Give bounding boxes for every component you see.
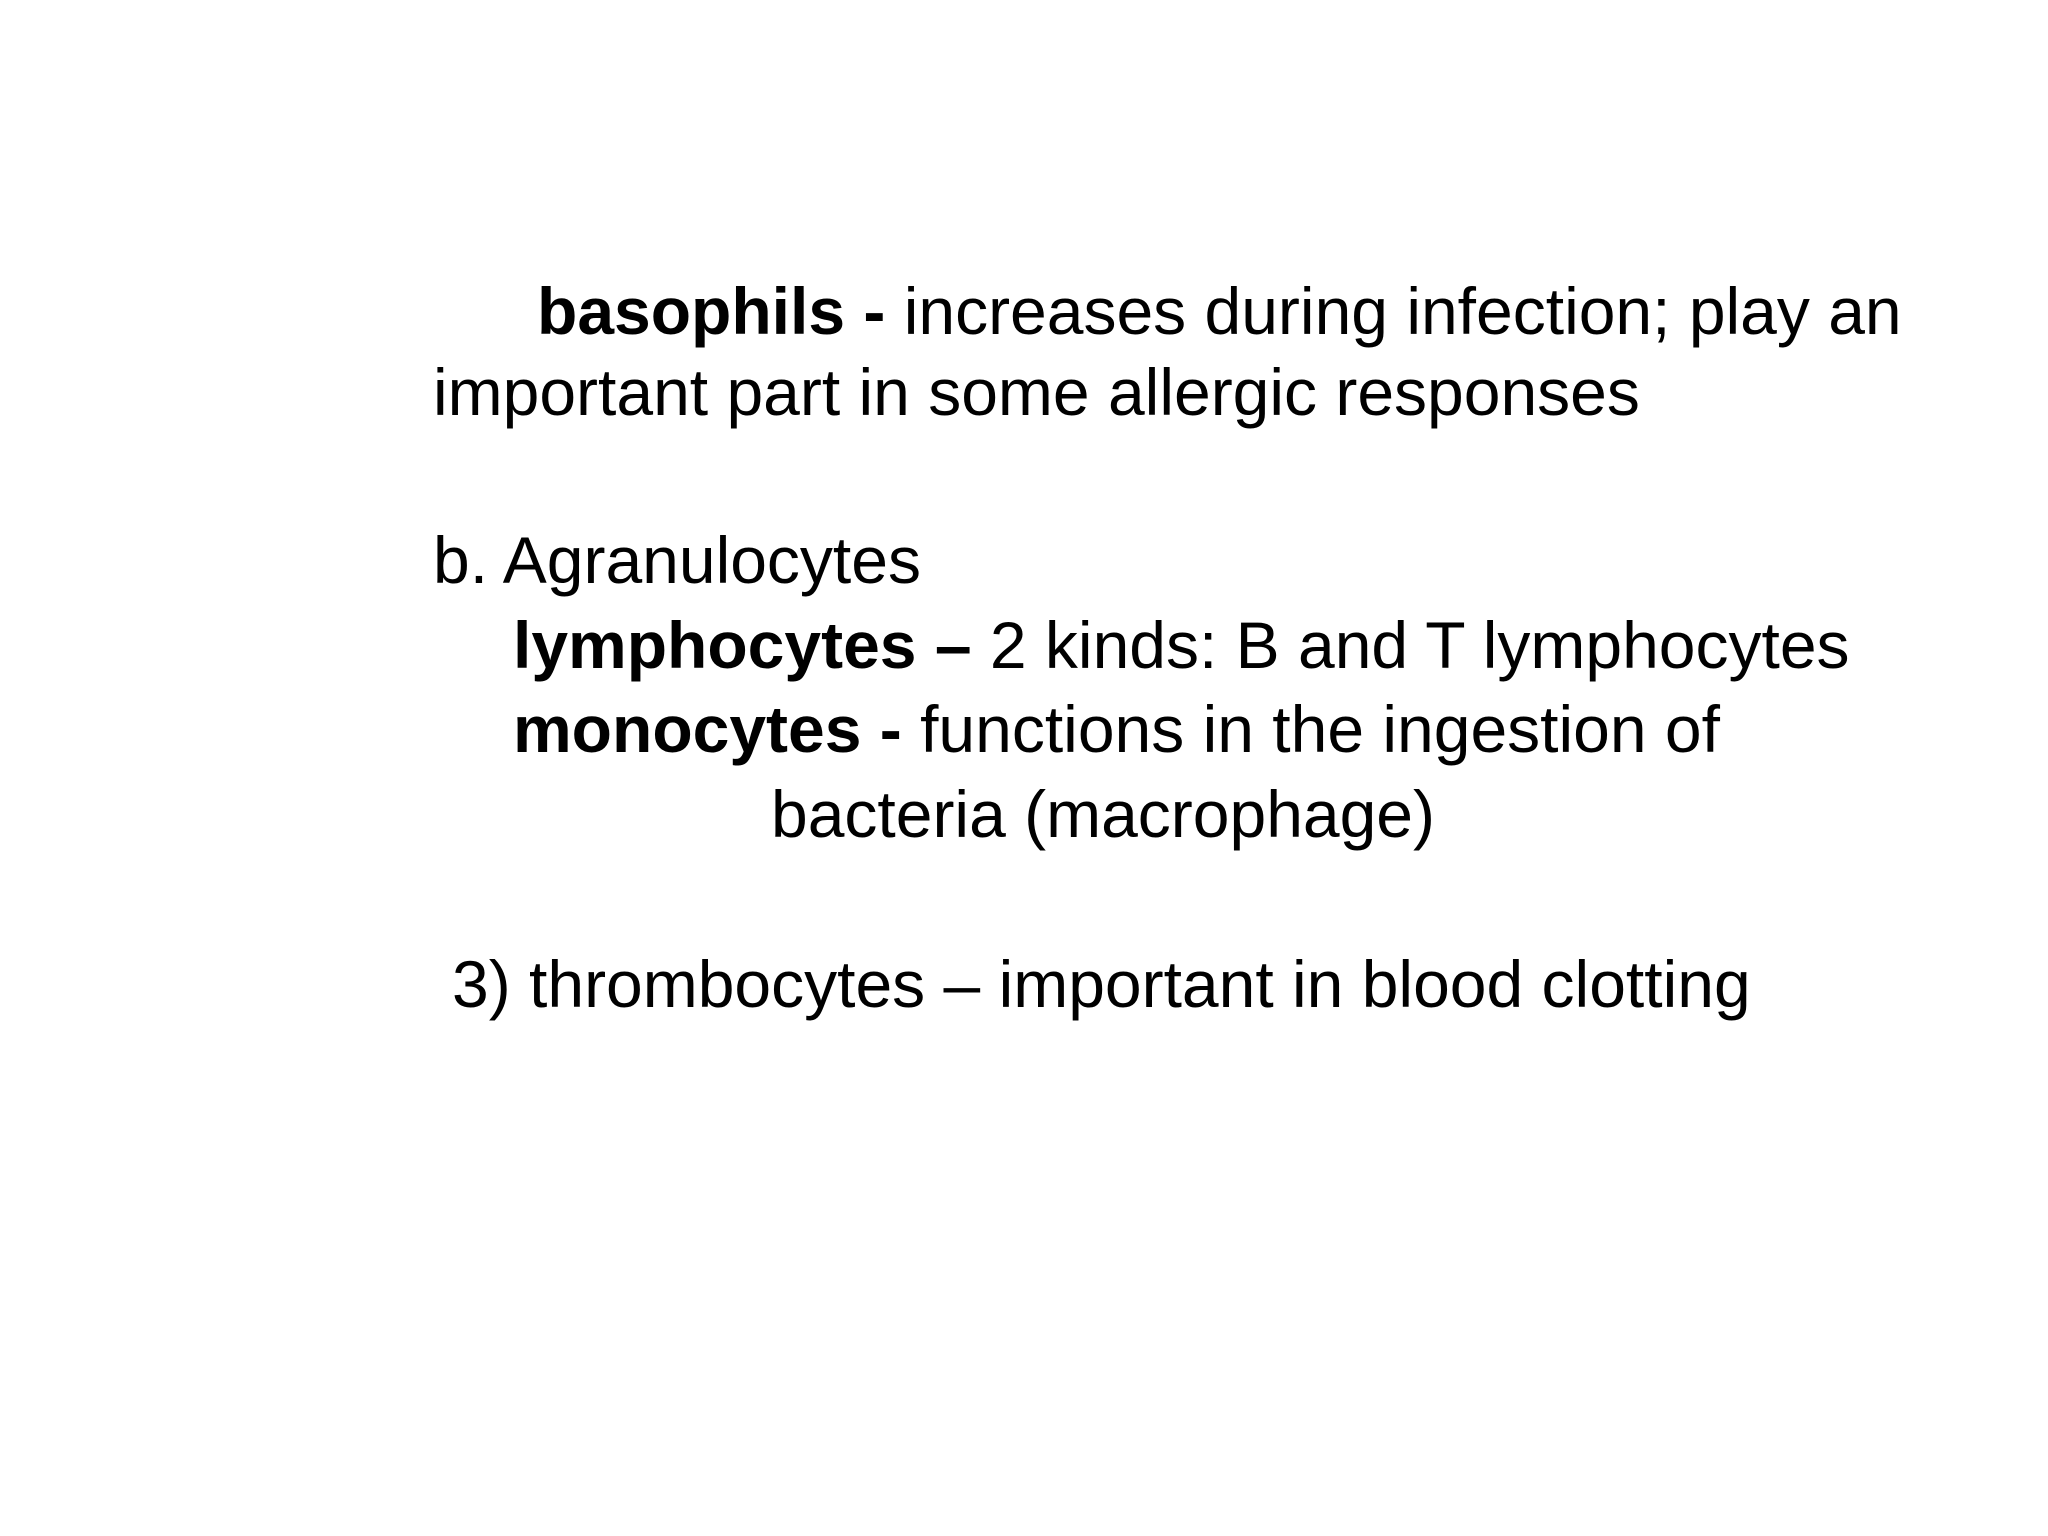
lymphocytes-description: 2 kinds: B and T lymphocytes <box>971 608 1850 682</box>
thrombocytes-line: 3) thrombocytes – important in blood clotting <box>452 947 1751 1021</box>
monocytes-description: functions in the ingestion of <box>901 692 1720 766</box>
lymphocytes-term: lymphocytes – <box>513 608 972 682</box>
monocytes-term: monocytes - <box>513 692 902 766</box>
agranulocytes-heading: b. Agranulocytes <box>433 523 921 597</box>
basophils-term: basophils - <box>537 274 886 348</box>
basophils-description: increases during infection; play an <box>885 274 1902 348</box>
lymphocytes-line <box>513 605 1850 685</box>
monocytes-line <box>513 689 1720 769</box>
monocytes-continuation: bacteria (macrophage) <box>771 777 1435 851</box>
basophils-line <box>537 271 1902 351</box>
basophils-continuation: important part in some allergic responses <box>433 355 1640 429</box>
